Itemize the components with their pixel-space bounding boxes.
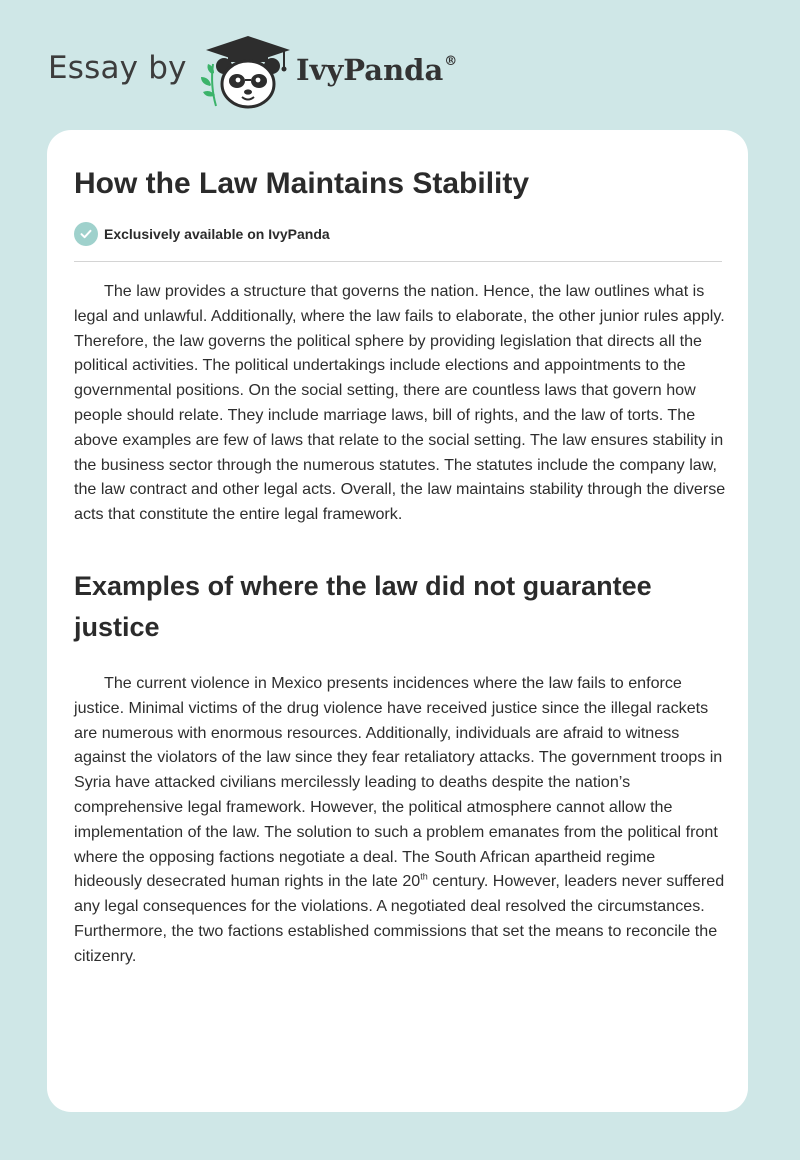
paragraph-text: century. However, leaders never suffered any legal consequences for the violations. A negotiated deal resolved the circumstances. Furthermore, the two factions established commissions that set the means to reconcile the citizenry. [74,872,725,965]
essay-card [47,130,748,1112]
check-circle-icon [74,222,98,246]
registered-mark: ® [444,54,458,70]
divider [74,261,722,262]
paragraph-text: The current violence in Mexico presents incidences where the law fails to enforce justice. Minimal victims of the drug violence have received justice since the illegal rackets are numerous with enormous resources. Additionally, individuals are afraid to witness against the violators of the law since they fear retaliatory attacks. The government troops in Syria have attacked civilians mercilessly leading to deaths despite the nation’s comprehensive legal framework. However, the political atmosphere cannot allow the implementation of the law. The solution to such a problem emanates from the political front where the opposing factions negotiate a deal. The South African apartheid regime hideously desecrated human rights in the late 20 [74,674,723,891]
panda-graduate-icon[interactable] [198,34,294,110]
essay-by-label: Essay by [48,50,187,86]
brand-name: IvyPanda [296,53,444,87]
body-paragraph [74,671,726,969]
brand-logo[interactable] [296,53,457,87]
section-heading: Examples of where the law did not guarantee justice [74,571,652,642]
body-paragraph: The law provides a structure that governs the nation. Hence, the law outlines what is legal and unlawful. Additionally, where the law fails to elaborate, the other junior rules apply. Therefore, the law governs the political sphere by providing legislation that directs all the political activities. The political undertakings include elections and appointments to the governmental positions. On the social setting, there are countless laws that govern how people should relate. They include marriage laws, bill of rights, and the law of torts. The above examples are few of laws that relate to the social setting. The law ensures stability in the business sector through the numerous statutes. The statutes include the company law, the law contract and other legal acts. Overall, the law maintains stability through the diverse acts that constitute the entire legal framework. [74,282,726,524]
exclusive-badge-label: Exclusively available on IvyPanda [104,226,330,242]
ordinal-suffix: th [420,872,428,883]
exclusive-badge [74,222,330,246]
essay-title: How the Law Maintains Stability [74,167,530,200]
site-header [0,0,800,130]
